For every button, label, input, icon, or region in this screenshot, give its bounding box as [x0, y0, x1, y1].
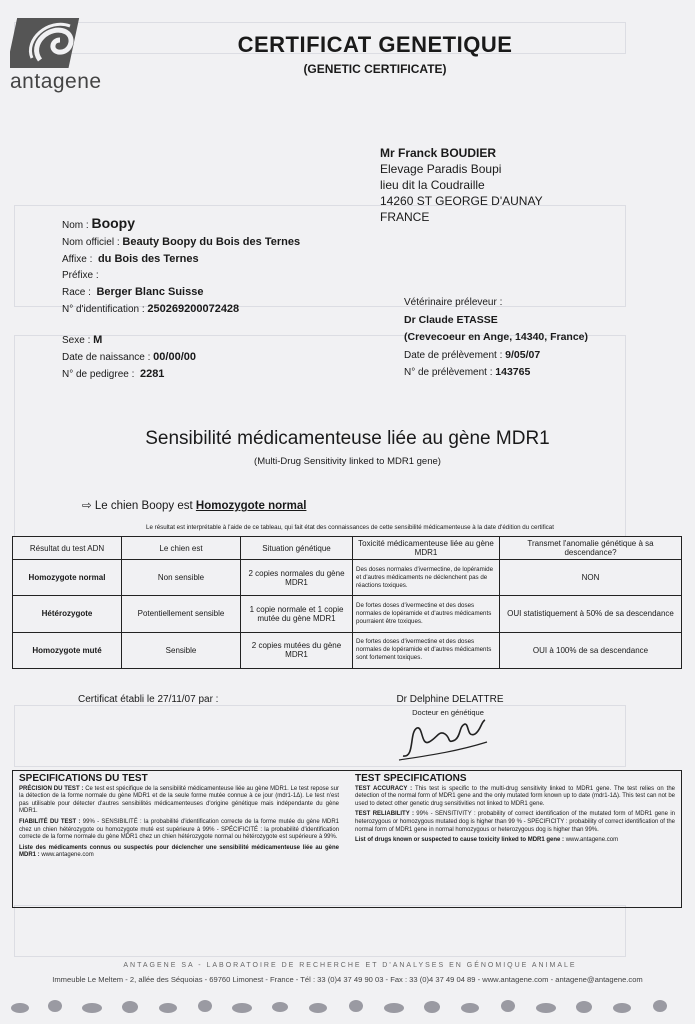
table-cell: Homozygote normal	[13, 560, 122, 596]
owner-line-2: lieu dit la Coudraille	[380, 178, 485, 192]
footer-address: Immeuble Le Meltem - 2, allée des Séquoias - 69760 Limonest - France - Tél : 33 (0)4 37 49 90 03 - Fax : 33 (0)4 37 49 04 89 - www.antagene.com - antagene@antagene.com	[52, 975, 643, 984]
table-header: Le chien est	[122, 537, 241, 560]
footer-lab-name: ANTAGENE SA - LABORATOIRE DE RECHERCHE ET D'ANALYSES EN GÉNOMIQUE ANIMALE	[123, 962, 577, 969]
table-cell: Non sensible	[122, 560, 241, 596]
result-dog-name: Boopy	[141, 500, 175, 512]
table-cell: Sensible	[122, 632, 241, 668]
table-header-row	[13, 537, 682, 560]
table-cell: Des doses normales d'ivermectine, de lopéramide et d'autres médicaments ne déclenchent pas de réactions toxiques.	[353, 560, 500, 596]
table-cell: 1 copie normale et 1 copie mutée du gène MDR1	[241, 596, 353, 632]
specs-fr-link[interactable]: www.antagene.com	[41, 852, 94, 859]
dog-name: Boopy	[91, 215, 136, 231]
interpretation-note: Le résultat est interprétable à l'aide de ce tableau, qui fait état des connaissances de cette sensibilité médicamenteuse à la date d'édition du certificat	[146, 524, 554, 531]
dog-name-row: Nom : Boopy	[62, 215, 136, 231]
dog-pedigree-row: N° de pedigree : 2281	[62, 368, 165, 380]
owner-name: Mr Franck BOUDIER	[380, 146, 497, 160]
owner-line-4: FRANCE	[380, 210, 430, 224]
owner-line-3: 14260 ST GEORGE D'AUNAY	[380, 194, 543, 208]
certificate-date: Certificat établi le 27/11/07 par :	[78, 694, 219, 705]
table-cell: Potentiellement sensible	[122, 596, 241, 632]
vet-name: Dr Claude ETASSE	[404, 313, 498, 326]
table-header: Toxicité médicamenteuse liée au gène MDR1	[353, 537, 500, 560]
table-header: Résultat du test ADN	[13, 537, 122, 560]
result-value: Homozygote normal	[195, 500, 307, 512]
table-cell: Hétérozygote	[13, 596, 122, 632]
specs-french: SPECIFICATIONS DU TEST PRÉCISION DU TEST : Ce test est spécifique de la sensibilité médicamenteuse liée au gène MDR1. Le test repose sur la détection de la forme normale du gène MDR1 et de la seule forme mutée connue à ce jour (mdr1-1Δ). Le test n'est pas utilisable pour détecter d'autres sensibilités médicamenteuses d'origine génétique mais indépendante du gène MDR1. FIABILITÉ DU TEST : 99% - SENSIBILITÉ : la probabilité d'identification correcte de la forme mutée du gène MDR1 chez un chien hétérozygote ou homozygote muté est supérieure à 99% - SPÉCIFICITÉ : la probabilité d'identification correcte de la forme normale du gène MDR1 chez un chien hétérozygote normal ou hétérozygote est supérieure à 99%. Liste des médicaments connus ou suspectés pour déclencher une sensibilité médicamenteuse liée au gène MDR1 : www.antagene.com	[19, 773, 339, 859]
vet-info-block	[404, 295, 588, 382]
doctor-name: Dr Delphine DELATTRE	[396, 694, 504, 705]
dog-race: Berger Blanc Suisse	[96, 286, 204, 298]
table-cell: OUI statistiquement à 50% de sa descendance	[500, 596, 682, 632]
sample-date-row: Date de prélèvement : 9/05/07	[404, 348, 541, 361]
animal-silhouettes-icon	[0, 990, 695, 1020]
dog-affixe: du Bois des Ternes	[97, 253, 199, 265]
sample-number-row: N° de prélèvement : 143765	[404, 366, 531, 378]
brand-name: antagene	[10, 70, 102, 93]
certificate-subtitle: (GENETIC CERTIFICATE)	[303, 62, 447, 76]
dog-affixe-row: Affixe : du Bois des Ternes	[62, 253, 199, 265]
table-cell: De fortes doses d'ivermectine et des doses normales de lopéramide et d'autres médicaments sont fortement toxiques.	[353, 632, 500, 668]
table-row	[13, 632, 682, 668]
specs-fr-title: SPECIFICATIONS DU TEST	[19, 773, 148, 784]
dog-pedigree: 2281	[139, 368, 165, 380]
table-row	[13, 560, 682, 596]
dog-id-row: N° d'identification : 250269200072428	[62, 303, 240, 315]
dog-official-name-row: Nom officiel : Beauty Boopy du Bois des Ternes	[62, 236, 301, 248]
owner-address-block	[380, 145, 543, 225]
doctor-role: Docteur en génétique	[412, 708, 484, 717]
sample-date: 9/05/07	[505, 348, 541, 361]
dog-sex-row: Sexe : M	[62, 334, 103, 346]
dog-official-name: Beauty Boopy du Bois des Ternes	[122, 236, 301, 248]
arrow-icon: ⇨	[82, 500, 92, 512]
specs-en-title: TEST SPECIFICATIONS	[355, 773, 467, 784]
table-header: Situation génétique	[241, 537, 353, 560]
sample-number: 143765	[495, 366, 531, 378]
specs-en-link[interactable]: www.antagene.com	[565, 837, 619, 844]
test-title: Sensibilité médicamenteuse liée au gène MDR1	[145, 428, 550, 449]
signature-icon	[395, 712, 495, 764]
certificate-title: CERTIFICAT GENETIQUE	[237, 32, 513, 57]
owner-line-1: Elevage Paradis Boupi	[380, 162, 502, 176]
table-header: Transmet l'anomalie génétique à sa descendance?	[500, 537, 682, 560]
table-cell: Homozygote muté	[13, 632, 122, 668]
specifications-box	[12, 770, 682, 908]
table-cell: 2 copies mutées du gène MDR1	[241, 632, 353, 668]
table-cell: NON	[500, 560, 682, 596]
specs-english: TEST SPECIFICATIONS TEST ACCURACY : This test is specific to the multi-drug sensitivity linked to MDR1 gene. The test relies on the detection of the normal form of MDR1 gene and the only mutated form known up to date (mdr1-1Δ). This test can not be used to detect other genetic drug sensitivities not linked to MDR1 gene. TEST RELIABILITY : 99% - SENSITIVITY : probability of correct identification of the mutated form of MDR1 gene in heterozygous or homozygous mutated dog is higher than 99 % - SPECIFICITY : probability of correct identification of the normal form of MDR1 gene in normal homozygous or heterozygous dog is higher than 99%. List of drugs known or suspected to cause toxicity linked to MDR1 gene : www.antagene.com	[355, 773, 675, 844]
dog-birthdate-row: Date de naissance : 00/00/00	[62, 351, 196, 363]
test-result-line: ⇨ Le chien Boopy est Homozygote normal	[82, 500, 307, 512]
dog-id: 250269200072428	[147, 303, 240, 315]
table-cell: OUI à 100% de sa descendance	[500, 632, 682, 668]
table-cell: 2 copies normales du gène MDR1	[241, 560, 353, 596]
dog-race-row: Race : Berger Blanc Suisse	[62, 286, 204, 298]
table-cell: De fortes doses d'ivermectine et des doses normales de lopéramide et d'autres médicaments pourraient être toxiques.	[353, 596, 500, 632]
table-row	[13, 596, 682, 632]
dog-info-block	[62, 215, 300, 383]
genetic-results-table	[12, 536, 682, 669]
test-subtitle: (Multi-Drug Sensitivity linked to MDR1 gene)	[254, 456, 441, 467]
dog-birthdate: 00/00/00	[153, 351, 196, 363]
dog-prefixe-row: Préfixe :	[62, 270, 99, 281]
vet-label: Vétérinaire préleveur :	[404, 297, 503, 308]
vet-address: (Crevecoeur en Ange, 14340, France)	[404, 331, 589, 343]
dog-sex: M	[93, 334, 103, 346]
